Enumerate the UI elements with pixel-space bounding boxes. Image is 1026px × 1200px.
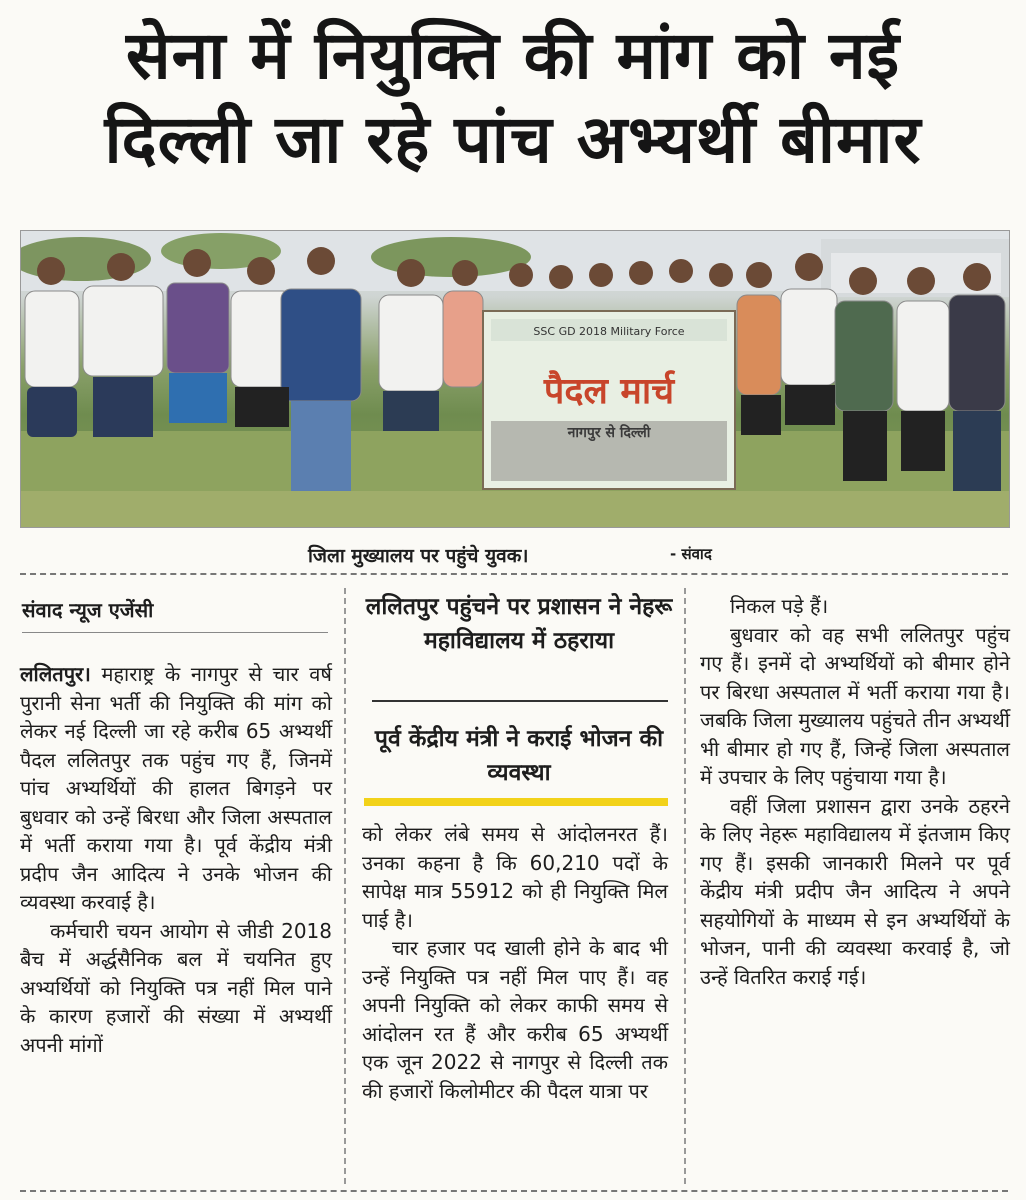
banner-top-text: SSC GD 2018 Military Force: [533, 325, 685, 338]
col2-para-2: चार हजार पद खाली होने के बाद भी उन्हें नियुक्ति पत्र नहीं मिल पाए हैं। वह अपनी नियुक्ति को लेकर काफी समय से आंदोलन रत हैं और करीब 65 अभ्यर्थी एक जून 2022 से नागपुर से दिल्ली तक की हजारों किलोमीटर की पैदल यात्रा पर: [362, 936, 668, 1103]
column-3: [700, 592, 1010, 991]
photo-caption-row: [20, 538, 1008, 568]
col2-para-1: को लेकर लंबे समय से आंदोलनरत हैं। उनका कहना है कि 60,210 पदों के सापेक्ष मात्र 55912 को ही नियुक्ति मिल पाई है।: [362, 822, 668, 932]
news-photo: [20, 230, 1010, 528]
dateline: ललितपुर।: [20, 662, 91, 686]
column-2: [362, 820, 668, 1105]
column-divider-1: [344, 588, 346, 1184]
banner-title: पैदल मार्च: [543, 371, 675, 412]
col1-para-1: [20, 660, 332, 917]
subheading-rule: [372, 700, 668, 702]
photo-credit: - संवाद: [670, 545, 712, 563]
subheading-1: ललितपुर पहुंचने पर प्रशासन ने नेहरू महाविद्यालय में ठहराया: [365, 594, 673, 654]
banner-subtitle: नागपुर से दिल्ली: [567, 425, 651, 441]
column-divider-2: [684, 588, 686, 1184]
byline: संवाद न्यूज एजेंसी: [22, 598, 154, 622]
column-1: [20, 660, 332, 1059]
col3-para-3: वहीं जिला प्रशासन द्वारा उनके ठहरने के लिए नेहरू महाविद्यालय में इंतजाम किए गए हैं। इसकी जानकारी मिलने पर पूर्व केंद्रीय मंत्री प्रदीप जैन आदित्य ने अपने सहयोगियों के माध्यम से इन अभ्यर्थियों के भोजन, पानी की व्यवस्था करवाई है, जो उन्हें वितरित कराई गई।: [700, 793, 1010, 989]
headline: [20, 14, 1006, 182]
photo-caption: जिला मुख्यालय पर पहुंचे युवक।: [308, 545, 529, 567]
col3-para-2: बुधवार को वह सभी ललितपुर पहुंच गए हैं। इनमें दो अभ्यर्थियों को बीमार होने पर बिरधा अस्पताल में भर्ती कराया गया है। जबकि जिला मुख्यालय पहुंचते तीन अभ्यर्थी भी बीमार हो गए हैं, जिन्हें जिला अस्पताल में उपचार के लिए पहुंचाया गया है।: [700, 622, 1010, 789]
col1-para-2: कर्मचारी चयन आयोग से जीडी 2018 बैच में अर्द्धसैनिक बल में चयनित हुए अभ्यर्थियों को नियुक्ति पत्र नहीं मिल पाने के कारण हजारों की संख्या में अभ्यर्थी अपनी मांगों: [20, 918, 332, 1057]
highlight-bar: [364, 798, 668, 806]
headline-line-2: दिल्ली जा रहे पांच अभ्यर्थी बीमार: [104, 101, 922, 178]
col1-para-1-text: महाराष्ट्र के नागपुर से चार वर्ष पुरानी सेना भर्ती की नियुक्ति की मांग को लेकर नई दिल्ली जा रहे करीब 65 अभ्यर्थी पैदल ललितपुर तक पहुंच गए हैं, जिनमें पांच अभ्यर्थियों की हालत बिगड़ने पर बुधवार को उन्हें बिरधा और जिला अस्पताल में भर्ती कराया गया है। पूर्व केंद्रीय मंत्री प्रदीप जैन आदित्य ने उनके भोजन की व्यवस्था करवाई है।: [20, 662, 332, 914]
subheading-2: पूर्व केंद्रीय मंत्री ने कराई भोजन की व्यवस्था: [374, 726, 664, 786]
headline-line-1: सेना में नियुक्ति की मांग को नई: [125, 17, 901, 94]
divider-top: [20, 573, 1008, 575]
divider-bottom: [20, 1190, 1008, 1192]
byline-rule: [22, 632, 328, 633]
col3-para-1: निकल पड़े हैं।: [730, 594, 829, 618]
